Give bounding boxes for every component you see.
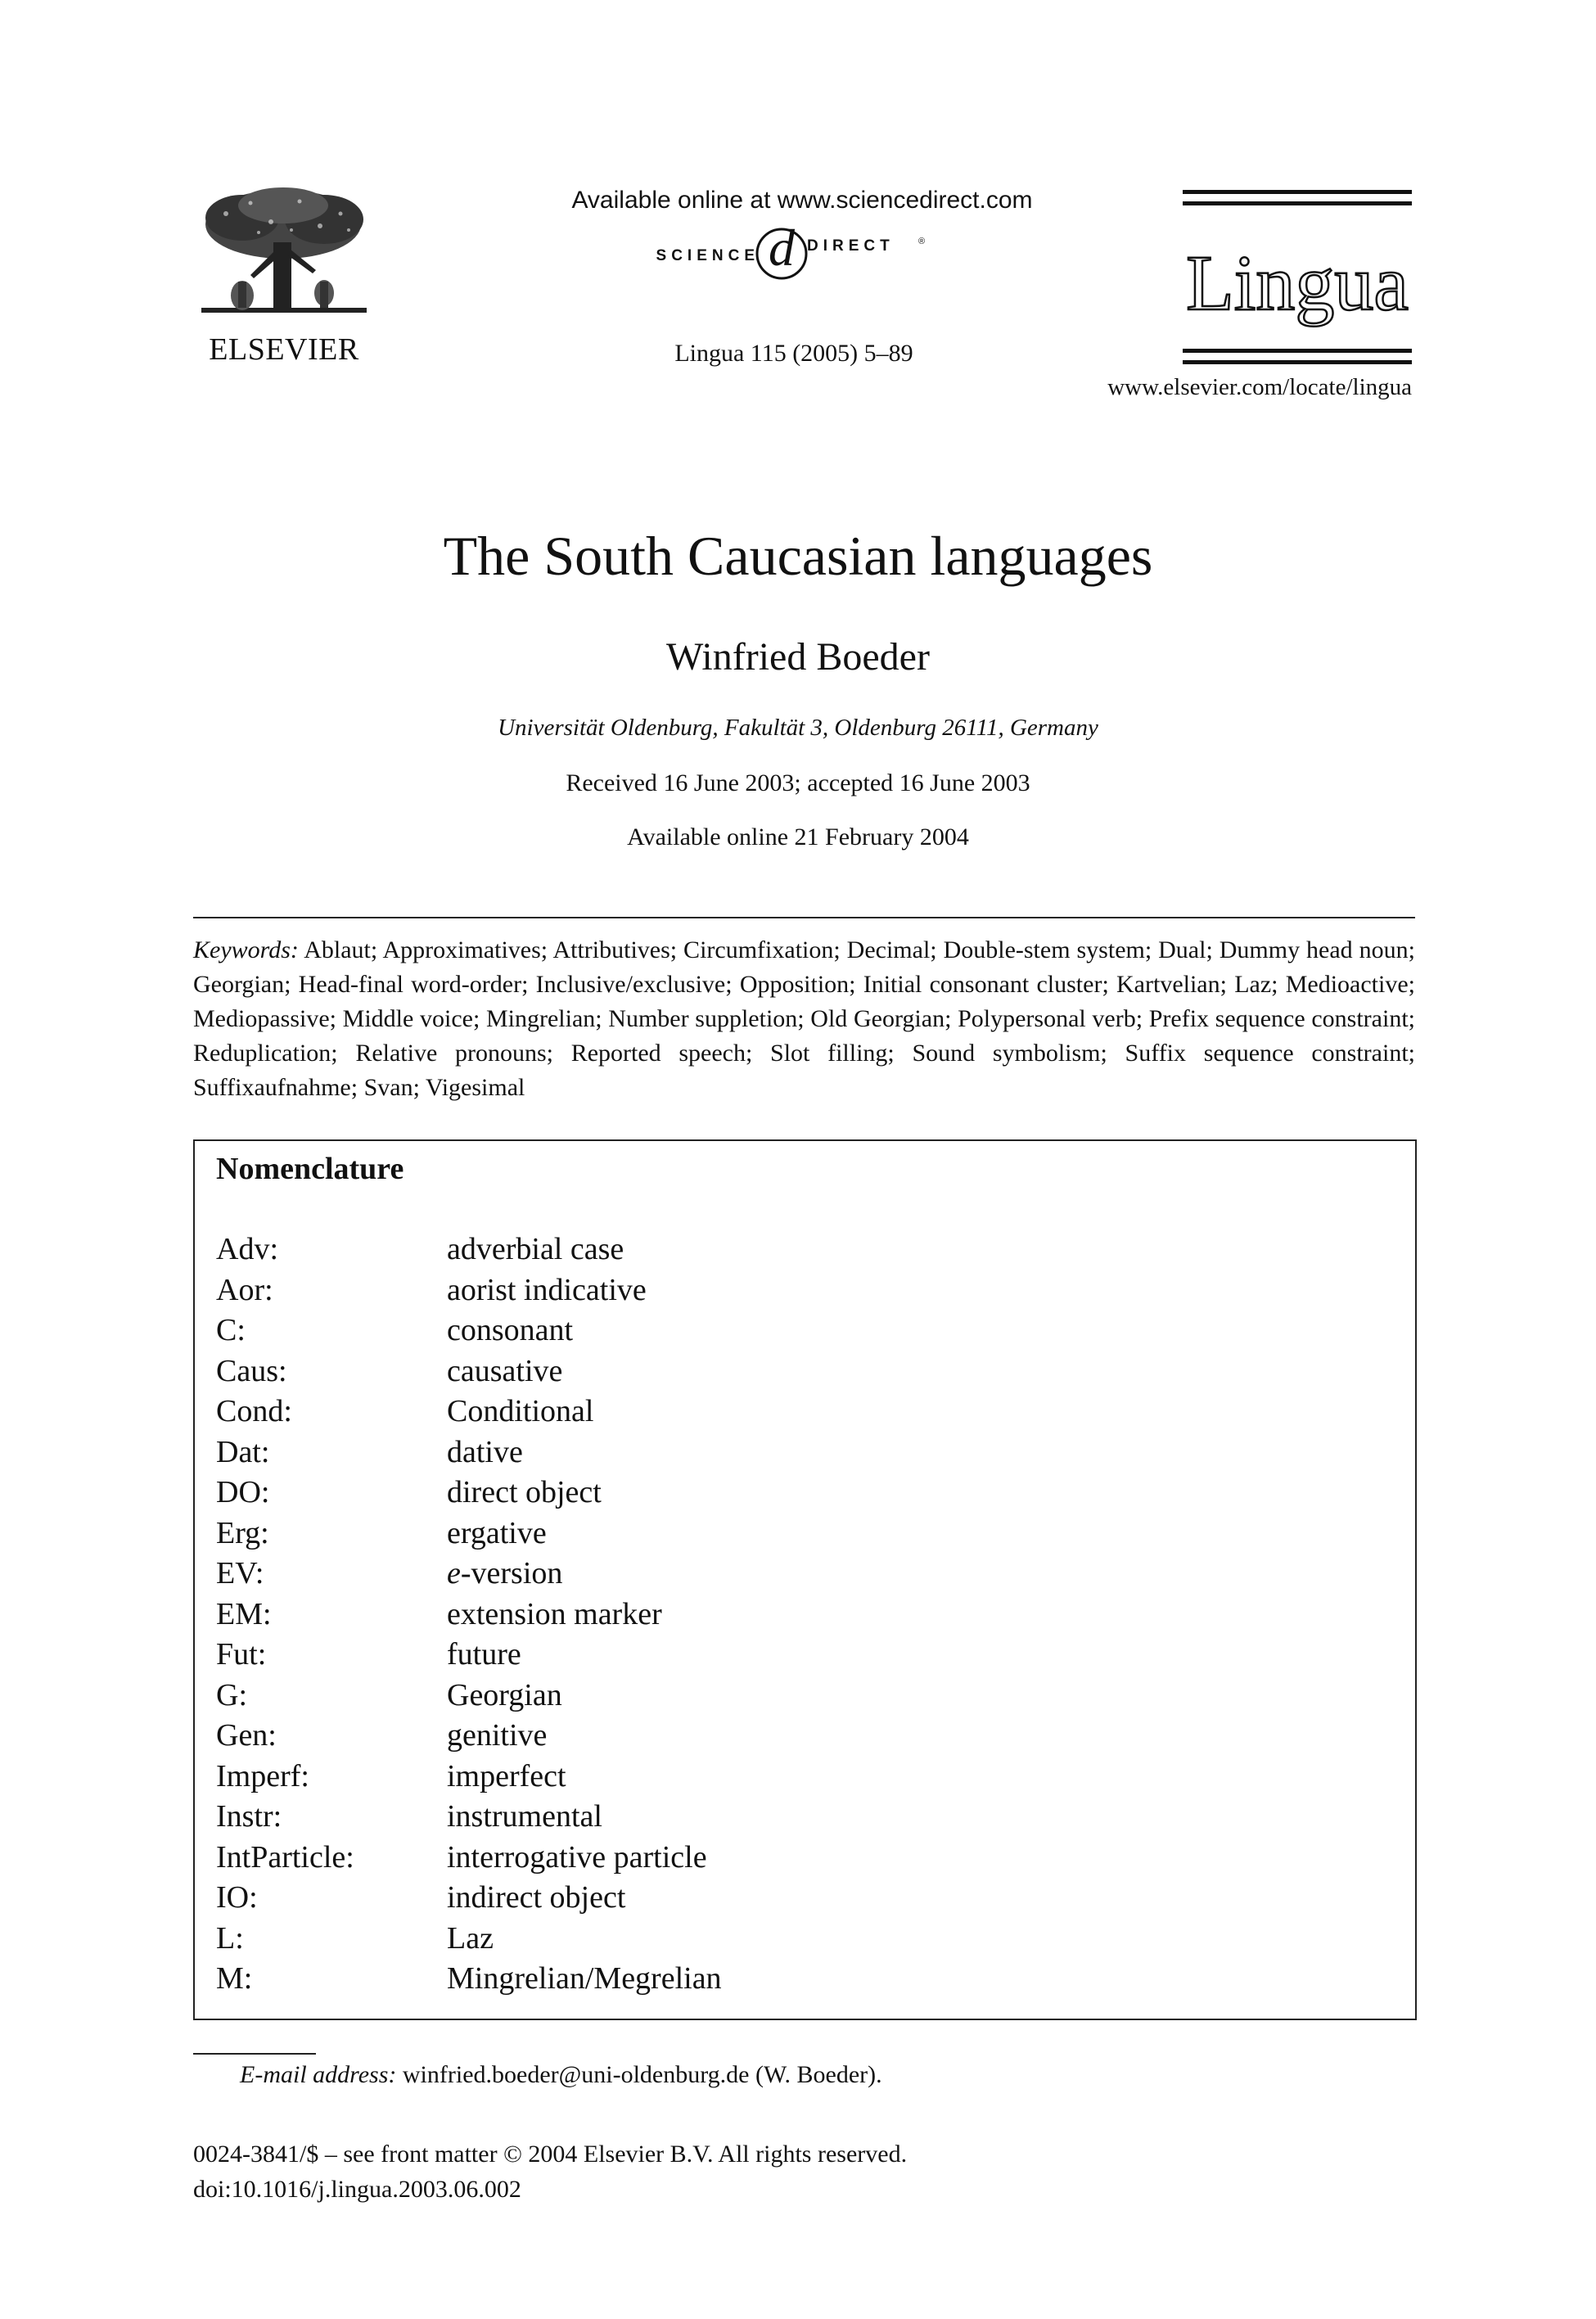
nomenclature-def: imperfect <box>447 1758 566 1793</box>
nomenclature-def: Conditional <box>447 1394 594 1428</box>
nomenclature-row <box>216 1432 722 1473</box>
email-footnote <box>240 2061 882 2089</box>
nomenclature-def: adverbial case <box>447 1232 624 1266</box>
nomenclature-row <box>216 1351 722 1392</box>
copyright-notice: 0024-3841/$ – see front matter © 2004 Elsevier B.V. All rights reserved. <box>193 2141 908 2168</box>
nomenclature-abbr: L: <box>216 1920 244 1956</box>
lingua-logo-text: Lingua <box>1186 239 1409 327</box>
journal-reference: Lingua 115 (2005) 5–89 <box>674 340 913 367</box>
nomenclature-row <box>216 1270 722 1311</box>
nomenclature-title: Nomenclature <box>216 1152 404 1186</box>
nomenclature-row <box>216 1554 722 1595</box>
nomenclature-def: consonant <box>447 1313 574 1347</box>
sd-d-glyph: d <box>769 223 795 277</box>
nomenclature-abbr: Imperf: <box>216 1758 309 1793</box>
svg-text:®: ® <box>918 237 925 246</box>
nomenclature-row <box>216 1878 722 1919</box>
nomenclature-abbr: Caus: <box>216 1353 287 1388</box>
nomenclature-abbr: Dat: <box>216 1434 270 1469</box>
publisher-name: ELSEVIER <box>209 332 359 367</box>
nomenclature-abbr: Adv: <box>216 1232 278 1266</box>
nomenclature-abbr: Instr: <box>216 1799 282 1834</box>
sciencedirect-logo <box>614 223 925 285</box>
keywords-label: Keywords: <box>193 936 299 963</box>
nomenclature-def: ergative <box>447 1515 547 1550</box>
nomenclature-def: extension marker <box>447 1596 662 1631</box>
nomenclature-abbr: Aor: <box>216 1272 273 1307</box>
nomenclature-def: Mingrelian/Megrelian <box>447 1961 722 1996</box>
nomenclature-row <box>216 1311 722 1351</box>
nomenclature-row <box>216 1797 722 1838</box>
nomenclature-row <box>216 1959 722 2000</box>
nomenclature-abbr: M: <box>216 1961 253 1996</box>
nomenclature-def: interrogative particle <box>447 1839 707 1875</box>
lingua-journal-logo <box>1183 187 1412 371</box>
nomenclature-abbr: EV: <box>216 1556 264 1590</box>
nomenclature-row <box>216 1757 722 1798</box>
nomenclature-abbr: Erg: <box>216 1515 269 1550</box>
nomenclature-def-italic: e <box>447 1556 461 1590</box>
elsevier-tree-logo <box>193 185 375 328</box>
nomenclature-row <box>216 1838 722 1879</box>
nomenclature-def: future <box>447 1637 521 1672</box>
nomenclature-row <box>216 1716 722 1757</box>
nomenclature-abbr: EM: <box>216 1596 272 1631</box>
nomenclature-abbr: Gen: <box>216 1718 277 1753</box>
available-online-link[interactable]: Available online at www.sciencedirect.com <box>571 187 1033 214</box>
nomenclature-row <box>216 1473 722 1514</box>
nomenclature-abbr: DO: <box>216 1475 270 1509</box>
nomenclature-def: genitive <box>447 1718 548 1753</box>
available-online-date: Available online 21 February 2004 <box>627 823 969 850</box>
nomenclature-abbr: IntParticle: <box>216 1839 354 1875</box>
nomenclature-abbr: G: <box>216 1677 247 1712</box>
nomenclature-def: indirect object <box>447 1880 626 1915</box>
doi-link[interactable]: doi:10.1016/j.lingua.2003.06.002 <box>193 2176 521 2203</box>
nomenclature-abbr: Fut: <box>216 1637 267 1672</box>
nomenclature-abbr: IO: <box>216 1880 258 1915</box>
nomenclature-table <box>216 1229 722 2000</box>
article-title: The South Caucasian languages <box>443 525 1153 587</box>
email-address-link[interactable]: winfried.boeder@uni-oldenburg.de (W. Boeder). <box>402 2061 882 2088</box>
section-divider <box>193 917 1415 918</box>
email-label: E-mail address: <box>240 2061 397 2088</box>
nomenclature-def-rest: -version <box>460 1556 563 1590</box>
sd-direct-text: DIRECT <box>807 237 895 255</box>
nomenclature-abbr: C: <box>216 1313 246 1347</box>
sd-science-text: SCIENCE <box>656 247 760 264</box>
nomenclature-row <box>216 1514 722 1554</box>
nomenclature-row <box>216 1676 722 1717</box>
nomenclature-box <box>193 1139 1417 2020</box>
keywords-text: Ablaut; Approximatives; Attributives; Circumfixation; Decimal; Double-stem system; Dual; Dummy head noun; Georgian; Head-final word-order; Inclusive/exclusive; Opposition; Initial consonant cluster; Kartvelian; Laz; Medioactive; Mediopassive; Middle voice; Mingrelian; Number suppletion; Old Georgian; Polypersonal verb; Prefix sequence constraint; Reduplication; Relative pronouns; Reported speech; Slot filling; Sound symbolism; Suffix sequence constraint; Suffixaufnahme; Svan; Vigesimal <box>193 936 1415 1101</box>
nomenclature-def <box>447 1554 722 1595</box>
keywords-paragraph <box>193 933 1415 1105</box>
nomenclature-def: Georgian <box>447 1677 562 1712</box>
nomenclature-def: Laz <box>447 1920 494 1956</box>
article-author: Winfried Boeder <box>666 635 930 679</box>
nomenclature-def: instrumental <box>447 1799 602 1834</box>
journal-url-link[interactable]: www.elsevier.com/locate/lingua <box>1107 374 1412 400</box>
nomenclature-row <box>216 1595 722 1635</box>
nomenclature-row <box>216 1635 722 1676</box>
nomenclature-def: direct object <box>447 1475 602 1509</box>
nomenclature-def: aorist indicative <box>447 1272 647 1307</box>
nomenclature-def: dative <box>447 1434 523 1469</box>
nomenclature-abbr: Cond: <box>216 1394 292 1428</box>
nomenclature-row <box>216 1392 722 1432</box>
nomenclature-def: causative <box>447 1353 563 1388</box>
nomenclature-row <box>216 1919 722 1960</box>
author-affiliation: Universität Oldenburg, Fakultät 3, Oldenburg 26111, Germany <box>498 715 1098 741</box>
nomenclature-row <box>216 1229 722 1270</box>
received-dates: Received 16 June 2003; accepted 16 June 2003 <box>566 769 1030 796</box>
footnote-divider <box>193 2053 316 2055</box>
